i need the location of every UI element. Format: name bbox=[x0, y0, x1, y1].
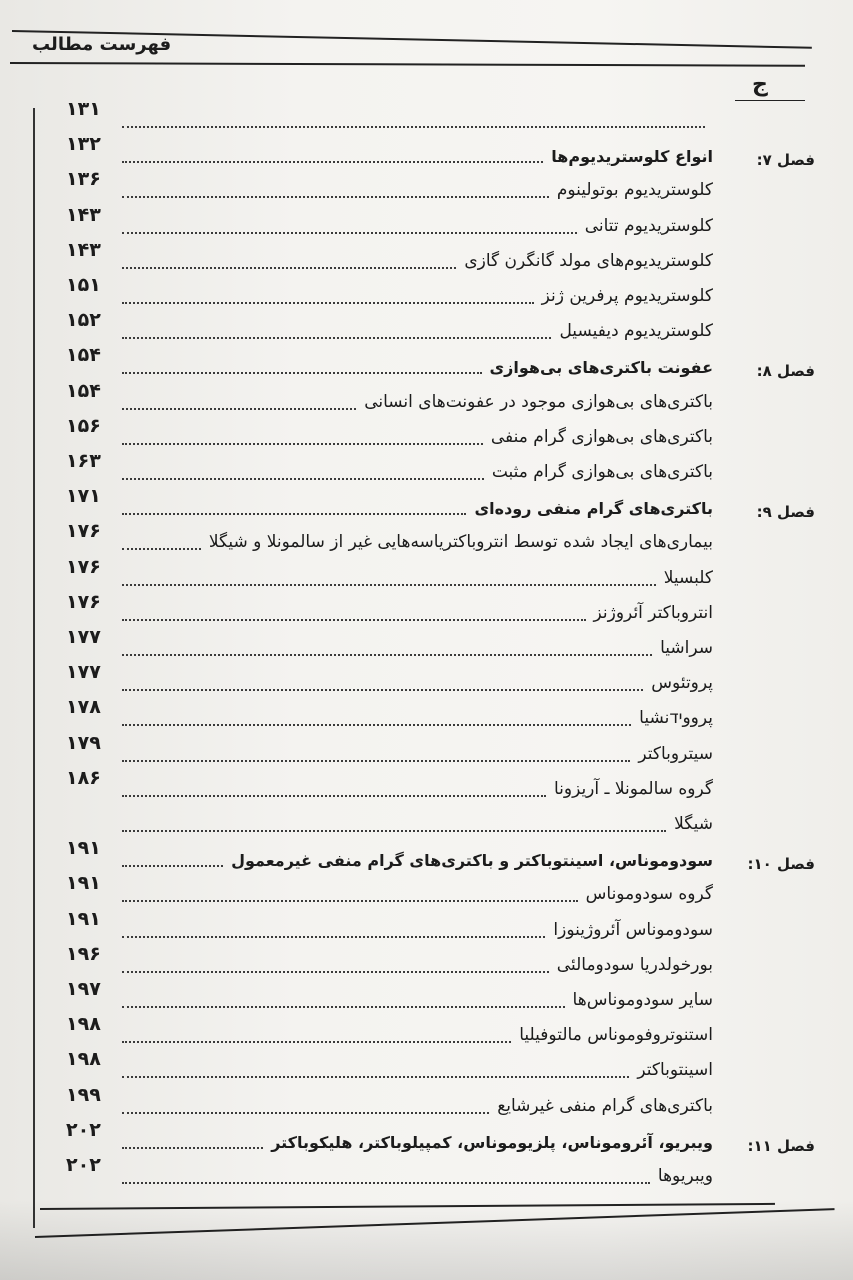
dot-leader bbox=[122, 300, 534, 304]
dot-leader bbox=[122, 370, 482, 374]
header-bottom-rule bbox=[10, 62, 805, 67]
toc-row bbox=[0, 414, 853, 463]
dot-leader bbox=[122, 159, 543, 163]
entry-title: استنوتروفوموناس مالتوفیلیا bbox=[519, 1025, 713, 1046]
toc-row bbox=[0, 344, 853, 392]
entry-title: انتروباکتر آئروژنز bbox=[593, 602, 713, 623]
page-number: ۱۴۳ bbox=[66, 238, 101, 261]
toc-row bbox=[0, 450, 853, 498]
page-number: ۱۵۲ bbox=[66, 309, 101, 332]
entry-title: سراشیا bbox=[660, 638, 713, 658]
page-number: ۱۹۶ bbox=[66, 942, 101, 965]
page-number: ۲۰۲ bbox=[66, 1118, 101, 1141]
dot-leader bbox=[122, 335, 551, 339]
toc-row bbox=[0, 814, 853, 850]
page-number: ۱۳۱ bbox=[66, 98, 101, 120]
toc-row bbox=[0, 837, 853, 885]
toc-row bbox=[0, 1083, 853, 1132]
toc-row bbox=[0, 696, 853, 744]
dot-leader bbox=[122, 1004, 565, 1008]
toc-row bbox=[0, 731, 853, 780]
chapter-label: فصل ۱۰: bbox=[747, 855, 815, 874]
toc-row bbox=[0, 133, 853, 181]
page-number: ۲۰۲ bbox=[66, 1154, 101, 1176]
toc-row bbox=[0, 1013, 853, 1061]
toc-row bbox=[0, 555, 853, 604]
header-letter-rule bbox=[735, 100, 805, 101]
toc-row bbox=[0, 942, 853, 991]
entry-title: بیماری‌های ایجاد شده توسط انتروباکتریاسه‌هایی غیر از سالمونلا و شیگلا bbox=[208, 532, 713, 553]
toc-row bbox=[0, 274, 853, 322]
chapter-label: فصل ۸: bbox=[756, 362, 815, 381]
chapter-label: فصل ۷: bbox=[756, 151, 815, 170]
entry-title: ویبریوها bbox=[657, 1166, 713, 1186]
chapter-title: سودوموناس، اسینتوباکتر و باکتری‌های گرام منفی غیرمعمول bbox=[231, 851, 713, 871]
page-number: ۱۷۹ bbox=[66, 731, 101, 754]
toc-row bbox=[0, 98, 853, 146]
chapter-title: ویبریو، آئروموناس، پلزیوموناس، کمپیلوباکتر، هلیکوباکتر bbox=[271, 1132, 713, 1152]
page-number: ۱۳۶ bbox=[66, 168, 101, 191]
dot-leader bbox=[122, 969, 549, 973]
dot-leader bbox=[122, 124, 705, 128]
entry-title: پروتئوس bbox=[651, 673, 713, 694]
toc-row bbox=[0, 1048, 853, 1096]
entry-title: کلوستریدیوم بوتولینوم bbox=[556, 180, 713, 201]
page-number: ۱۹۱ bbox=[66, 907, 101, 930]
toc-row bbox=[0, 485, 853, 533]
page-number: ۱۵۴ bbox=[66, 344, 101, 367]
page-number: ۱۵۱ bbox=[66, 274, 101, 296]
dot-leader bbox=[122, 863, 223, 867]
dot-leader bbox=[122, 652, 652, 656]
entry-title: کلوستریدیوم‌های مولد گانگرن گازی bbox=[464, 250, 713, 271]
chapter-label: فصل ۱۱: bbox=[747, 1136, 815, 1155]
page-number: ۱۵۴ bbox=[66, 379, 101, 402]
dot-leader bbox=[122, 441, 483, 445]
dot-leader bbox=[122, 1145, 263, 1149]
dot-leader bbox=[122, 511, 466, 515]
page-number: ۱۹۸ bbox=[66, 1048, 101, 1071]
chapter-title: باکتری‌های گرام منفی روده‌ای bbox=[474, 499, 713, 519]
toc-row bbox=[0, 626, 853, 674]
entry-title: کلوستریدیوم پرفرین ژنز bbox=[541, 286, 713, 306]
header-title: فهرست مطالب bbox=[32, 34, 172, 55]
entry-title: باکتری‌های بی‌هوازی گرام منفی bbox=[490, 426, 713, 447]
toc-row bbox=[0, 872, 853, 920]
entry-title: بورخولدریا سودومالئی bbox=[556, 954, 713, 975]
dot-leader bbox=[122, 617, 586, 621]
toc-row bbox=[0, 1118, 853, 1167]
dot-leader bbox=[122, 793, 546, 797]
page-number: ۱۹۸ bbox=[66, 1013, 101, 1036]
entry-title: گروه سالمونلا ـ آریزونا bbox=[553, 778, 713, 799]
toc-row bbox=[0, 379, 853, 428]
dot-leader bbox=[122, 1110, 489, 1114]
dot-leader bbox=[122, 687, 643, 691]
page-number: ۱۴۳ bbox=[66, 203, 101, 226]
entry-title: سودوموناس آئروژینوزا bbox=[553, 919, 713, 940]
page-number: ۱۷۷ bbox=[66, 626, 101, 648]
page-number: ۱۶۳ bbox=[66, 450, 101, 472]
dot-leader bbox=[122, 1074, 629, 1078]
dot-leader bbox=[122, 1039, 511, 1043]
dot-leader bbox=[122, 934, 545, 938]
page-number: ۱۷۷ bbox=[66, 661, 101, 684]
entry-title: شیگلا bbox=[674, 814, 713, 834]
toc-row bbox=[0, 1154, 853, 1202]
page-number: ۱۹۷ bbox=[66, 978, 101, 1000]
entry-title: کلوستریدیوم تتانی bbox=[584, 215, 713, 236]
chapter-title: انواع کلوستریدیوم‌ها bbox=[551, 147, 713, 167]
dot-leader bbox=[122, 582, 656, 586]
page-shadow bbox=[0, 1200, 853, 1280]
entry-title: باکتری‌های بی‌هوازی گرام مثبت bbox=[491, 462, 713, 482]
entry-title: کلوستریدیوم دیفیسیل bbox=[559, 321, 713, 342]
page-number: ۱۹۱ bbox=[66, 872, 101, 895]
toc-row bbox=[0, 978, 853, 1026]
page-number: ۱۷۸ bbox=[66, 696, 101, 719]
entry-title: کلبسیلا bbox=[663, 567, 713, 588]
page-number: ۱۵۶ bbox=[66, 414, 101, 437]
page-number: ۱۷۶ bbox=[66, 555, 101, 578]
toc-row bbox=[0, 203, 853, 252]
dot-leader bbox=[122, 1180, 650, 1184]
page-number: ۱۳۲ bbox=[66, 133, 101, 156]
toc-row bbox=[0, 907, 853, 956]
page-number: ۱۸۶ bbox=[66, 766, 101, 789]
entry-title: سایر سودوموناس‌ها bbox=[572, 990, 713, 1010]
page-letter: ج bbox=[752, 72, 768, 97]
page-number: ۱۷۶ bbox=[66, 590, 101, 613]
dot-leader bbox=[122, 898, 578, 902]
toc-row bbox=[0, 661, 853, 709]
toc-row bbox=[0, 309, 853, 357]
page-number: ۱۹۹ bbox=[66, 1083, 101, 1106]
entry-title: پرووידنشیا bbox=[639, 708, 713, 729]
chapter-title: عفونت باکتری‌های بی‌هوازی bbox=[489, 358, 713, 378]
toc-row bbox=[0, 590, 853, 639]
dot-leader bbox=[122, 265, 456, 269]
entry-title: گروه سودوموناس bbox=[585, 884, 713, 905]
dot-leader bbox=[122, 758, 630, 762]
chapter-label: فصل ۹: bbox=[756, 503, 815, 522]
toc-row bbox=[0, 520, 853, 568]
entry-title: باکتری‌های بی‌هوازی موجود در عفونت‌های انسانی bbox=[364, 391, 713, 412]
dot-leader bbox=[122, 546, 201, 550]
dot-leader bbox=[122, 406, 356, 410]
entry-title: اسینتوباکتر bbox=[637, 1060, 713, 1081]
page-number: ۱۷۶ bbox=[66, 520, 101, 543]
page-number: ۱۷۱ bbox=[66, 485, 101, 508]
dot-leader bbox=[122, 476, 484, 480]
toc-row bbox=[0, 766, 853, 815]
dot-leader bbox=[122, 828, 666, 832]
dot-leader bbox=[122, 194, 549, 198]
entry-title: سیتروباکتر bbox=[638, 743, 713, 764]
dot-leader bbox=[122, 230, 577, 234]
dot-leader bbox=[122, 722, 631, 726]
page-number: ۱۹۱ bbox=[66, 837, 101, 860]
entry-title: باکتری‌های گرام منفی غیرشایع bbox=[497, 1095, 713, 1116]
toc-row bbox=[0, 238, 853, 287]
toc-row bbox=[0, 168, 853, 216]
